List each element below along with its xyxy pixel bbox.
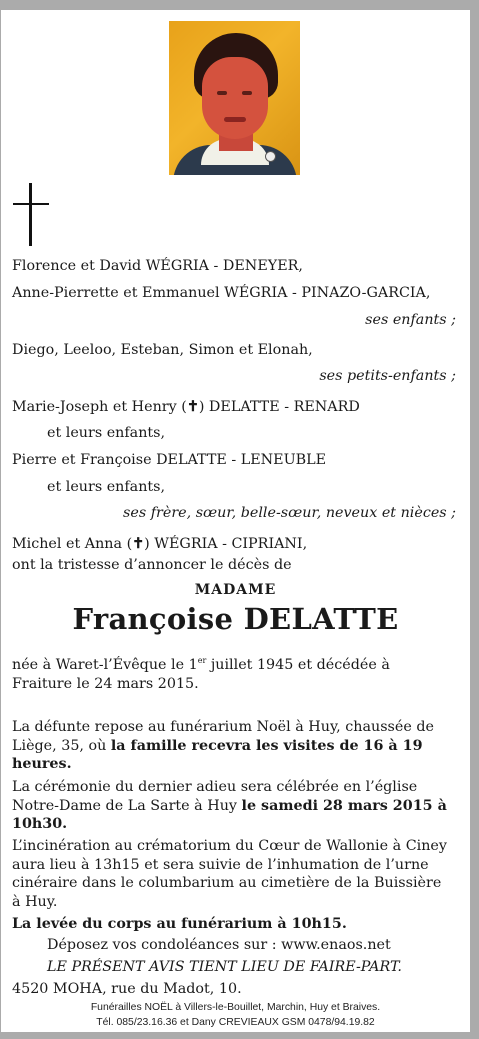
birth-paragraph: née à Waret-l’Évêque le 1er juillet 1945 et décédée à Fraiture le 24 mars 2015. bbox=[12, 656, 390, 692]
family-line-2: Anne-Pierrette et Emmanuel WÉGRIA - PINAZO-GARCIA, bbox=[12, 285, 431, 301]
family-line-6: Michel et Anna (✝) WÉGRIA - CIPRIANI, bbox=[12, 536, 308, 552]
levee-line: La levée du corps au funérarium à 10h15. bbox=[12, 916, 347, 932]
deceased-title: MADAME bbox=[194, 582, 277, 598]
footer-line-2: Tél. 085/23.16.36 et Dany CREVIEAUX GSM 0478/94.19.82 bbox=[96, 1017, 375, 1028]
family-line-4-sub: et leurs enfants, bbox=[47, 425, 166, 441]
family-line-3: Diego, Leeloo, Esteban, Simon et Elonah, bbox=[12, 342, 313, 358]
address-line: 4520 MOHA, rue du Madot, 10. bbox=[12, 981, 242, 997]
ceremony-paragraph: La cérémonie du dernier adieu sera célébrée en l’église Notre-Dame de La Sarte à Huy le samedi 28 mars 2015 à 10h30. bbox=[12, 779, 447, 832]
deceased-name: Françoise DELATTE bbox=[72, 602, 399, 636]
family-line-5-sub: et leurs enfants, bbox=[47, 479, 166, 495]
cross-small-icon: ✝ bbox=[186, 399, 199, 415]
cremation-paragraph: L’incinération au crématorium du Cœur de Wallonie à Ciney aura lieu à 13h15 et sera suivie de l’inhumation de l’urne cinéraire dans le columbarium au cimetière de la Buissière à Huy. bbox=[12, 838, 447, 910]
repose-paragraph: La défunte repose au funérarium Noël à Huy, chaussée de Liège, 35, où la famille recevra les visites de 16 à 19 heures. bbox=[12, 719, 434, 772]
family-line-5: Pierre et Françoise DELATTE - LENEUBLE bbox=[12, 452, 327, 468]
role-siblings: ses frère, sœur, belle-sœur, neveux et nièces ; bbox=[123, 505, 456, 521]
role-grandchildren: ses petits-enfants ; bbox=[319, 368, 456, 384]
condolences-line: Déposez vos condoléances sur : www.enaos.net bbox=[47, 937, 391, 953]
cross-small-icon: ✝ bbox=[132, 536, 145, 552]
family-line-1: Florence et David WÉGRIA - DENEYER, bbox=[12, 258, 303, 274]
family-line-4: Marie-Joseph et Henry (✝) DELATTE - RENARD bbox=[12, 399, 360, 415]
role-children: ses enfants ; bbox=[365, 312, 456, 328]
notice-line: LE PRÉSENT AVIS TIENT LIEU DE FAIRE-PART. bbox=[47, 959, 402, 975]
portrait-photo bbox=[169, 21, 300, 175]
footer-line-1: Funérailles NOËL à Villers-le-Bouillet, Marchin, Huy et Braives. bbox=[90, 1002, 381, 1013]
announce-line: ont la tristesse d’annoncer le décès de bbox=[12, 557, 292, 573]
obituary-card bbox=[1, 10, 470, 1032]
